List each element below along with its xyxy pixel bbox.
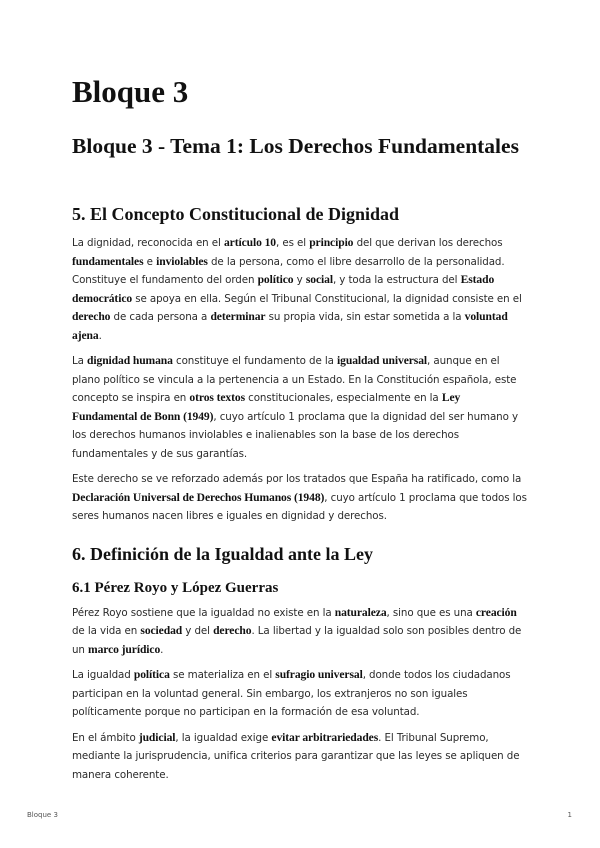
section-5-paragraph-3 bbox=[72, 470, 528, 526]
text-run: , es el bbox=[275, 237, 310, 249]
bold-term: naturaleza bbox=[334, 605, 387, 619]
text-run: La dignidad, reconocida en el bbox=[72, 237, 224, 249]
bold-term: derecho bbox=[213, 624, 252, 637]
text-run: , donde todos los ciudadanos participan en la voluntad general. Sin embargo, los extranjeros no son iguales políticamente porque no participan en la formación de esa voluntad. bbox=[72, 669, 511, 718]
bold-term: sufragio universal bbox=[275, 668, 363, 681]
bold-term: inviolables bbox=[156, 254, 208, 268]
text-run: , cuyo artículo 1 proclama que todos los seres humanos nacen libres e iguales en dignidad y derechos. bbox=[72, 491, 527, 522]
text-run: , aunque en el plano político se vincula a la pertenencia a un Estado. En la Constitución española, este concepto se inspira en bbox=[72, 355, 517, 404]
footer-page-number: 1 bbox=[567, 811, 572, 819]
text-run: . La libertad y la igualdad solo son posibles dentro de un bbox=[72, 625, 522, 656]
bold-term: derecho bbox=[72, 310, 111, 323]
bold-term: Declaración Universal de Derechos Humanos (1948) bbox=[72, 490, 325, 504]
document-body bbox=[72, 202, 528, 791]
section-5-paragraph-1 bbox=[72, 234, 528, 345]
text-run: e bbox=[143, 255, 157, 268]
bold-term: otros textos bbox=[189, 391, 245, 404]
text-run: . El Tribunal Supremo, mediante la jurisprudencia, unifica criterios para garantizar que las leyes se apliquen de manera coherente. bbox=[72, 731, 520, 781]
bold-term: igualdad universal bbox=[337, 354, 428, 367]
text-run: y bbox=[293, 274, 306, 286]
bold-term: Estado democrático bbox=[72, 273, 495, 305]
text-run: Este derecho se ve reforzado además por los tratados que España ha ratificado, como la bbox=[72, 473, 522, 485]
bold-term: social bbox=[305, 273, 333, 286]
section-6-heading: 6. Definición de la Igualdad ante la Ley bbox=[72, 543, 374, 564]
bold-term: dignidad humana bbox=[87, 354, 173, 367]
text-run: , cuyo artículo 1 proclama que la dignidad del ser humano y los derechos humanos inviolables e inalienables son la base de los derechos fundamentales y de sus garantías. bbox=[72, 410, 518, 460]
bold-term: política bbox=[133, 668, 170, 681]
subsection-6-1-paragraph-3 bbox=[72, 729, 528, 785]
bold-term: creación bbox=[475, 605, 517, 619]
text-run: La bbox=[72, 355, 88, 367]
text-run: se materializa en el bbox=[169, 669, 276, 681]
bold-term: determinar bbox=[210, 310, 266, 323]
bold-term: principio bbox=[309, 236, 354, 249]
text-run: y del bbox=[182, 625, 214, 637]
subsection-6-1-paragraph-1 bbox=[72, 604, 528, 660]
text-run: , la igualdad exige bbox=[175, 731, 272, 744]
bold-term: artículo 10 bbox=[223, 236, 276, 249]
text-run: . bbox=[160, 643, 164, 656]
bold-term: judicial bbox=[138, 730, 176, 744]
section-5-heading: 5. El Concepto Constitucional de Dignidad bbox=[72, 204, 400, 224]
bold-term: Ley Fundamental de Bonn (1949) bbox=[72, 391, 461, 423]
text-run: Pérez Royo sostiene que la igualdad no existe en la bbox=[72, 606, 335, 619]
text-run: , sino que es una bbox=[386, 606, 476, 619]
topic-title: Bloque 3 - Tema 1: Los Derechos Fundamentales bbox=[72, 134, 519, 158]
text-run: constituye el fundamento de la bbox=[172, 355, 338, 367]
subsection-6-1-paragraph-2 bbox=[72, 666, 528, 722]
text-run: En el ámbito bbox=[72, 731, 139, 744]
text-run: . bbox=[98, 329, 102, 342]
document-title: Bloque 3 bbox=[72, 74, 189, 109]
text-run: de cada persona a bbox=[110, 311, 211, 323]
bold-term: sociedad bbox=[140, 624, 183, 637]
footer-document-name: Bloque 3 bbox=[27, 811, 58, 819]
text-run: constitucionales, especialmente en la bbox=[244, 392, 442, 404]
bold-term: voluntad ajena bbox=[72, 310, 508, 342]
text-run: , y toda la estructura del bbox=[332, 274, 461, 286]
bold-term: fundamentales bbox=[72, 254, 144, 268]
text-run: del que derivan los derechos bbox=[353, 237, 503, 249]
text-run: se apoya en ella. Según el Tribunal Constitucional, la dignidad consiste en el bbox=[132, 292, 522, 305]
bold-term: evitar arbitrariedades bbox=[271, 730, 379, 744]
bold-term: marco jurídico bbox=[88, 642, 161, 656]
subsection-6-1-heading: 6.1 Pérez Royo y López Guerras bbox=[72, 579, 279, 596]
text-run: su propia vida, sin estar sometida a la bbox=[265, 311, 465, 323]
bold-term: político bbox=[257, 273, 294, 286]
text-run: de la persona, como el libre desarrollo de la personalidad. Constituye el fundamento del orden bbox=[72, 255, 505, 286]
section-5-paragraph-2 bbox=[72, 352, 528, 463]
text-run: de la vida en bbox=[72, 625, 141, 637]
text-run: La igualdad bbox=[72, 669, 134, 681]
